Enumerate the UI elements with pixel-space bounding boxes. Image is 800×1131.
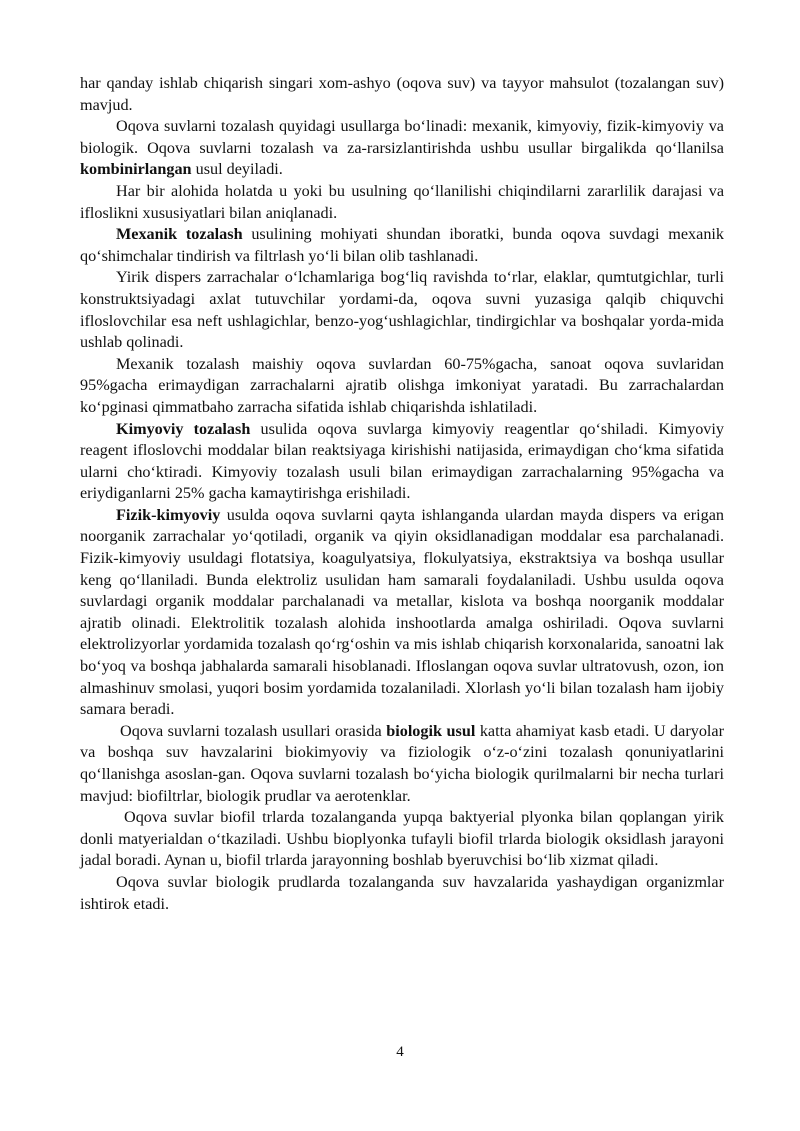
text-run: Oqova suvlarni tozalash quyidagi usullarga bo‘linadi: mexanik, kimyoviy, fizik-kimyoviy va biologik. Oqova suvlarni tozalash va za-rarsizlantirishda ushbu usullar birgalikda qo‘llanilsa <box>80 117 724 157</box>
paragraph <box>80 419 724 505</box>
paragraph <box>80 721 724 807</box>
text-run: katta ahamiyat kasb etadi. U daryolar va boshqa suv havzalarini biokimyoviy va fiziologik o‘z-o‘zini tozalash qonuniyatlarini qo‘llanishga asoslan-gan. Oqova suvlarni tozalash bo‘yicha biologik qurilmalarni bir necha turlari mavjud: biofiltrlar, biologik prudlar va aerotenklar. <box>80 721 724 805</box>
paragraph <box>80 505 724 721</box>
text-run: usul deyiladi. <box>191 160 283 179</box>
text-run: Har bir alohida holatda u yoki bu usulning qo‘llanilishi chiqindilarni zararlilik darajasi va ifloslikni xususiyatlari bilan aniqlanadi. <box>80 181 724 222</box>
paragraph <box>80 181 724 224</box>
text-run: Yirik dispers zarrachalar o‘lchamlariga bog‘liq ravishda to‘rlar, elaklar, qumtutgichlar, turli konstruktsiyadagi axlat tutuvchilar yordami-da, oqova suvni yuzasiga qalqib chiquvchi ifloslovchilar esa neft ushlagichlar, benzo-yog‘ushlagichlar, tindirgichlar va boshqalar yorda-mida ushlab qolinadi. <box>80 268 724 352</box>
bold-term: biologik usul <box>386 721 476 740</box>
text-run: Oqova suvlar biologik prudlarda tozalanganda suv havzalarida yashaydigan organizmlar ishtirok etadi. <box>80 872 724 913</box>
text-run: Mexanik tozalash maishiy oqova suvlardan 60-75%gacha, sanoat oqova suvlaridan 95%gacha erimaydigan zarrachalarni ajratib olishga imkoniyat yaratadi. Bu zarrachalardan ko‘pginasi qimmatbaho zarracha sifatida ishlab chiqarishda ishlatiladi. <box>80 354 724 416</box>
text-run: har qanday ishlab chiqarish singari xom-ashyo (oqova suv) va tayyor mahsulot (tozalangan suv) mavjud. <box>80 74 724 114</box>
paragraph <box>80 267 724 353</box>
text-run: usulida oqova suvlarga kimyoviy reagentlar qo‘shiladi. Kimyoviy reagent ifloslovchi moddalar bilan reaktsiyaga kirishishi natijasida, erimaydigan cho‘kma sifatida ularni cho‘ktiradi. Kimyoviy tozalash usuli bilan erimaydigan zarrachalarning 95%gacha va eriydiganlarni 25% gacha kamaytirishga erishiladi. <box>80 419 724 503</box>
bold-term: Kimyoviy tozalash <box>116 419 251 438</box>
document-body <box>80 73 724 915</box>
text-run: usulda oqova suvlarni qayta ishlanganda ulardan mayda dispers va erigan noorganik zarrachalar yo‘qotiladi, organik va qiyin oksidlanadigan moddalar esa parchalanadi. Fizik-kimyoviy usuldagi flotatsiya, koagulyatsiya, flokulyatsiya, ekstraktsiya va boshqa usullar keng qo‘llaniladi. Bunda elektroliz usulidan ham samarali foydalaniladi. Ushbu usulda oqova suvlardagi organik moddalar parchalanadi va metallar, kislota va boshqa noorganik moddalar ajratib olinadi. Elektrolitik tozalash alohida inshootlarda amalga oshiriladi. Oqova suvlarni elektrolizyorlar yordamida tozalash qo‘rg‘oshin va mis ishlab chiqarish korxonalarida, sanoatni lak bo‘yoq va boshqa jabhalarda samarali hisoblanadi. Ifloslangan oqova suvlar ultratovush, ozon, ion almashinuv smolasi, yuqori bosim yordamida tozalaniladi. Xlorlash yo‘li bilan tozalash ham ijobiy samara beradi. <box>80 505 724 719</box>
paragraph <box>80 872 724 915</box>
bold-term: Fizik-kimyoviy <box>116 505 221 524</box>
paragraph <box>80 224 724 267</box>
text-run: usulining mohiyati shundan iboratki, bunda oqova suvdagi mexanik qo‘shimchalar tindirish va filtrlash yo‘li bilan olib tashlanadi. <box>80 225 725 265</box>
paragraph <box>80 354 724 419</box>
bold-term: kombinirlangan <box>80 160 192 179</box>
paragraph <box>80 807 724 872</box>
paragraph <box>80 116 724 181</box>
text-run: Oqova suvlarni tozalash usullari orasida <box>120 721 387 740</box>
page-number: 4 <box>396 1044 404 1060</box>
text-run: Oqova suvlar biofil trlarda tozalanganda yupqa baktyerial plyonka bilan qoplangan yirik donli matyerialdan o‘tkaziladi. Ushbu bioplyonka tufayli biofil trlarda biologik oksidlash jarayoni jadal boradi. Aynan u, biofil trlarda jarayonning boshlab byeruvchisi bo‘lib xizmat qiladi. <box>80 808 724 870</box>
paragraph <box>80 73 724 116</box>
bold-term: Mexanik tozalash <box>116 225 243 244</box>
